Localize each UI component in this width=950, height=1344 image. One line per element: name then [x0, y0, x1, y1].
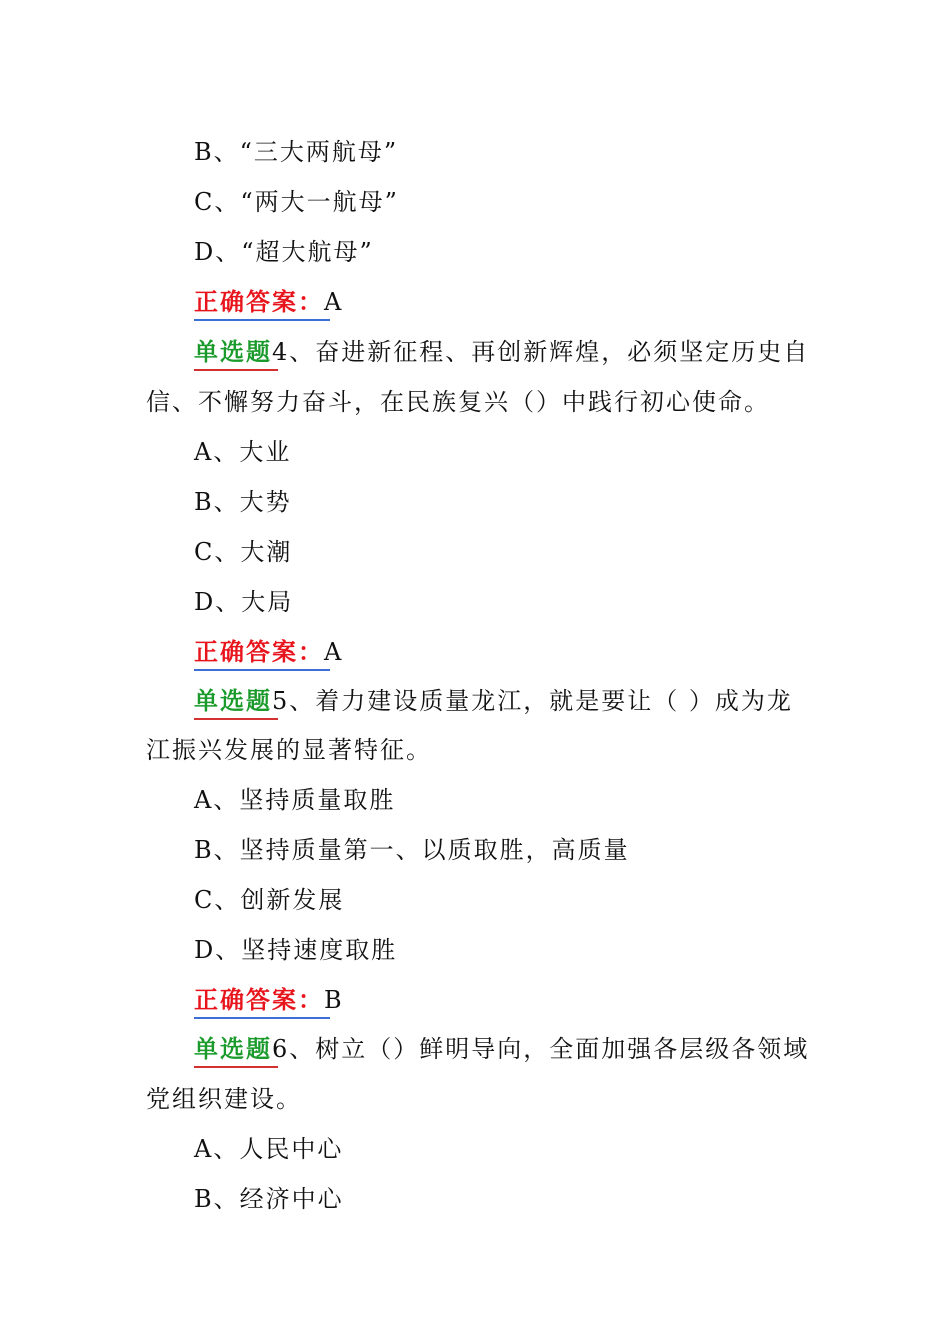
- answer-value: A: [324, 288, 342, 316]
- question-type-label: 单选题: [194, 335, 272, 369]
- q3-option-d: D、“超大航母”: [194, 238, 374, 266]
- q5-option-d: D、坚持速度取胜: [194, 936, 398, 964]
- q5-option-b: B、坚持质量第一、以质取胜，高质量: [194, 836, 630, 864]
- q6-stem-line2: 党组织建设。: [146, 1085, 302, 1113]
- q5-answer: [194, 983, 342, 1017]
- q4-stem-text: 4、奋进新征程、再创新辉煌，必须坚定历史自: [272, 338, 810, 366]
- question-type-label: 单选题: [194, 684, 272, 718]
- q6-option-b: B、经济中心: [194, 1185, 344, 1213]
- q5-option-c: C、创新发展: [194, 886, 345, 914]
- q6-stem-text: 6、树立（）鲜明导向，全面加强各层级各领域: [272, 1035, 810, 1063]
- q4-option-d: D、大局: [194, 588, 294, 616]
- q3-answer: [194, 285, 341, 319]
- q5-stem-line2: 江振兴发展的显著特征。: [146, 736, 432, 764]
- q6-stem-line1: [194, 1032, 809, 1066]
- answer-label: 正确答案：: [194, 635, 324, 669]
- q5-stem-line1: [194, 684, 793, 718]
- question-type-label: 单选题: [194, 1032, 272, 1066]
- q5-stem-text: 5、着力建设质量龙江，就是要让（ ）成为龙: [272, 687, 793, 715]
- answer-label: 正确答案：: [194, 285, 324, 319]
- q4-stem-line2: 信、不懈努力奋斗，在民族复兴（）中践行初心使命。: [146, 388, 770, 416]
- q4-answer: [194, 635, 341, 669]
- q4-option-b: B、大势: [194, 488, 292, 516]
- q6-option-a: A、人民中心: [194, 1135, 344, 1163]
- q4-stem-line1: [194, 335, 809, 369]
- answer-value: B: [324, 986, 342, 1014]
- q5-option-a: A、坚持质量取胜: [194, 786, 396, 814]
- q3-option-b: B、“三大两航母”: [194, 138, 399, 166]
- q4-option-a: A、大业: [194, 438, 292, 466]
- answer-label: 正确答案：: [194, 983, 324, 1017]
- answer-value: A: [324, 638, 342, 666]
- q4-option-c: C、大潮: [194, 538, 293, 566]
- q3-option-c: C、“两大一航母”: [194, 188, 399, 216]
